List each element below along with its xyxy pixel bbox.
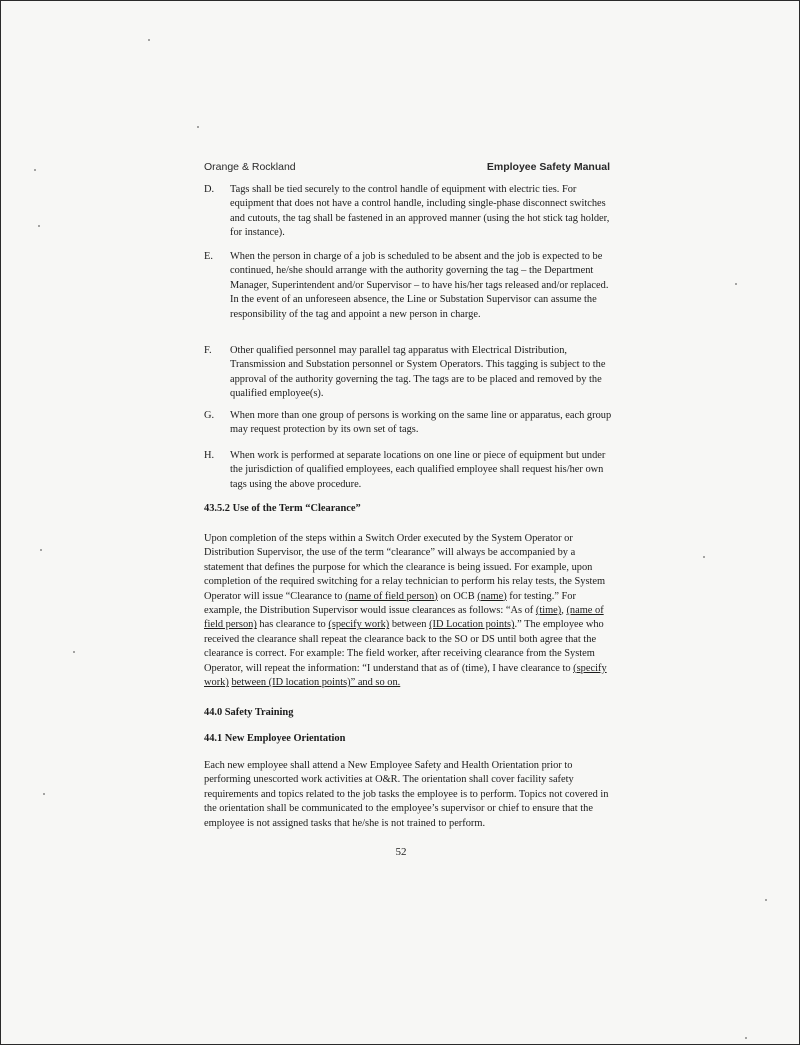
list-item-letter: D. — [204, 184, 215, 195]
clearance-text: .” The employee who received the clearance shall repeat the clearance back to the SO or DS until both agree that the clearance is correct. For example: The field worker, after receiving clearance from the System Operator, will repeat the information: “I understand that as of (time), I have clearance to — [204, 619, 604, 674]
clearance-placeholder: (name of field person) — [345, 590, 438, 602]
list-item-g — [204, 409, 614, 438]
clearance-text: for testing.” For example, the Distribution Supervisor would issue clearances as follows: “As of — [204, 590, 576, 617]
scan-speck — [43, 793, 45, 795]
page-number: 52 — [395, 846, 407, 858]
scan-speck — [73, 651, 75, 653]
clearance-text: has clearance to — [256, 619, 329, 631]
list-item-text: Tags shall be tied securely to the control handle of equipment with electric ties. For equipment that does not have a control handle, including single-phase disconnect switches and cutouts, the tag shall be fastened in an approved manner (using the hot stick tag holder, for instance). — [230, 184, 610, 239]
scan-speck — [735, 283, 737, 285]
clearance-placeholder: (time) — [535, 605, 562, 617]
clearance-text: , — [561, 605, 567, 617]
scan-speck — [765, 899, 767, 901]
clearance-placeholder: (ID Location points) — [429, 619, 515, 631]
clearance-placeholder: between (ID location points)” and so on. — [231, 677, 401, 689]
header-company: Orange & Rockland — [204, 161, 296, 173]
scan-speck — [38, 225, 40, 227]
section-heading-44-1: 44.1 New Employee Orientation — [204, 733, 346, 744]
clearance-placeholder: (specify work) — [204, 662, 607, 689]
header-manual-title: Employee Safety Manual — [486, 161, 610, 173]
list-item-h — [204, 449, 614, 492]
scan-speck — [40, 549, 42, 551]
clearance-placeholder: (name) — [477, 590, 507, 602]
list-item-d — [204, 183, 614, 241]
list-item-text: When more than one group of persons is working on the same line or apparatus, each group may request protection by its own set of tags. — [230, 410, 612, 436]
clearance-placeholder: (specify work) — [328, 619, 390, 631]
list-item-e — [204, 250, 614, 322]
list-item-letter: E. — [204, 251, 213, 262]
scan-speck — [34, 169, 36, 171]
clearance-text: on OCB — [437, 590, 478, 602]
scan-speck — [703, 556, 705, 558]
clearance-paragraph — [204, 532, 614, 690]
orientation-paragraph: Each new employee shall attend a New Employee Safety and Health Orientation prior to performing unescorted work activities at O&R. The orientation shall cover facility safety requirements and topics related to the job tasks the employee is to perform. Topics not covered in the orientation shall be communicated to the employee’s supervisor or chief to ensure that the employee is not assigned tasks that he/she is not trained to perform. — [204, 760, 609, 829]
list-item-letter: F. — [204, 345, 212, 356]
list-item-f — [204, 344, 614, 402]
clearance-text: Upon completion of the steps within a Switch Order executed by the System Operator or Distribution Supervisor, the use of the term “clearance” will always be accompanied by a statement that defines the purpose for which the clearance is being issued. For example, upon completion of the required switching for a relay technician to perform his relay tests, the System Operator will issue “Clearance to — [204, 533, 606, 602]
list-item-text: When the person in charge of a job is scheduled to be absent and the job is expected to be continued, he/she should arrange with the authority governing the tag – the Department Manager, Superintendent and/or Supervisor – to have his/her tags released and/or replaced. In the event of an unforeseen absence, the Line or Substation Supervisor can assume the responsibility of the tag and appoint a new person in charge. — [230, 251, 609, 320]
scan-speck — [148, 39, 150, 41]
list-item-letter: H. — [204, 450, 215, 461]
clearance-text: between — [389, 619, 430, 631]
list-item-text: Other qualified personnel may parallel tag apparatus with Electrical Distribution, Transmission and Substation personnel or System Operators. This tagging is subject to the approval of the authority governing the tag. The tags are to be placed and removed by the qualified employee(s). — [230, 345, 606, 400]
scan-speck — [745, 1037, 747, 1039]
section-heading-44-0: 44.0 Safety Training — [204, 707, 294, 718]
section-heading-43-5-2: 43.5.2 Use of the Term “Clearance” — [204, 503, 361, 514]
scan-speck — [197, 126, 199, 128]
clearance-placeholder: (name of field person) — [204, 605, 604, 631]
list-item-letter: G. — [204, 410, 215, 421]
list-item-text: When work is performed at separate locations on one line or piece of equipment but under the jurisdiction of qualified employees, each qualified employee shall request his/her own tags using the above procedure. — [230, 450, 606, 490]
